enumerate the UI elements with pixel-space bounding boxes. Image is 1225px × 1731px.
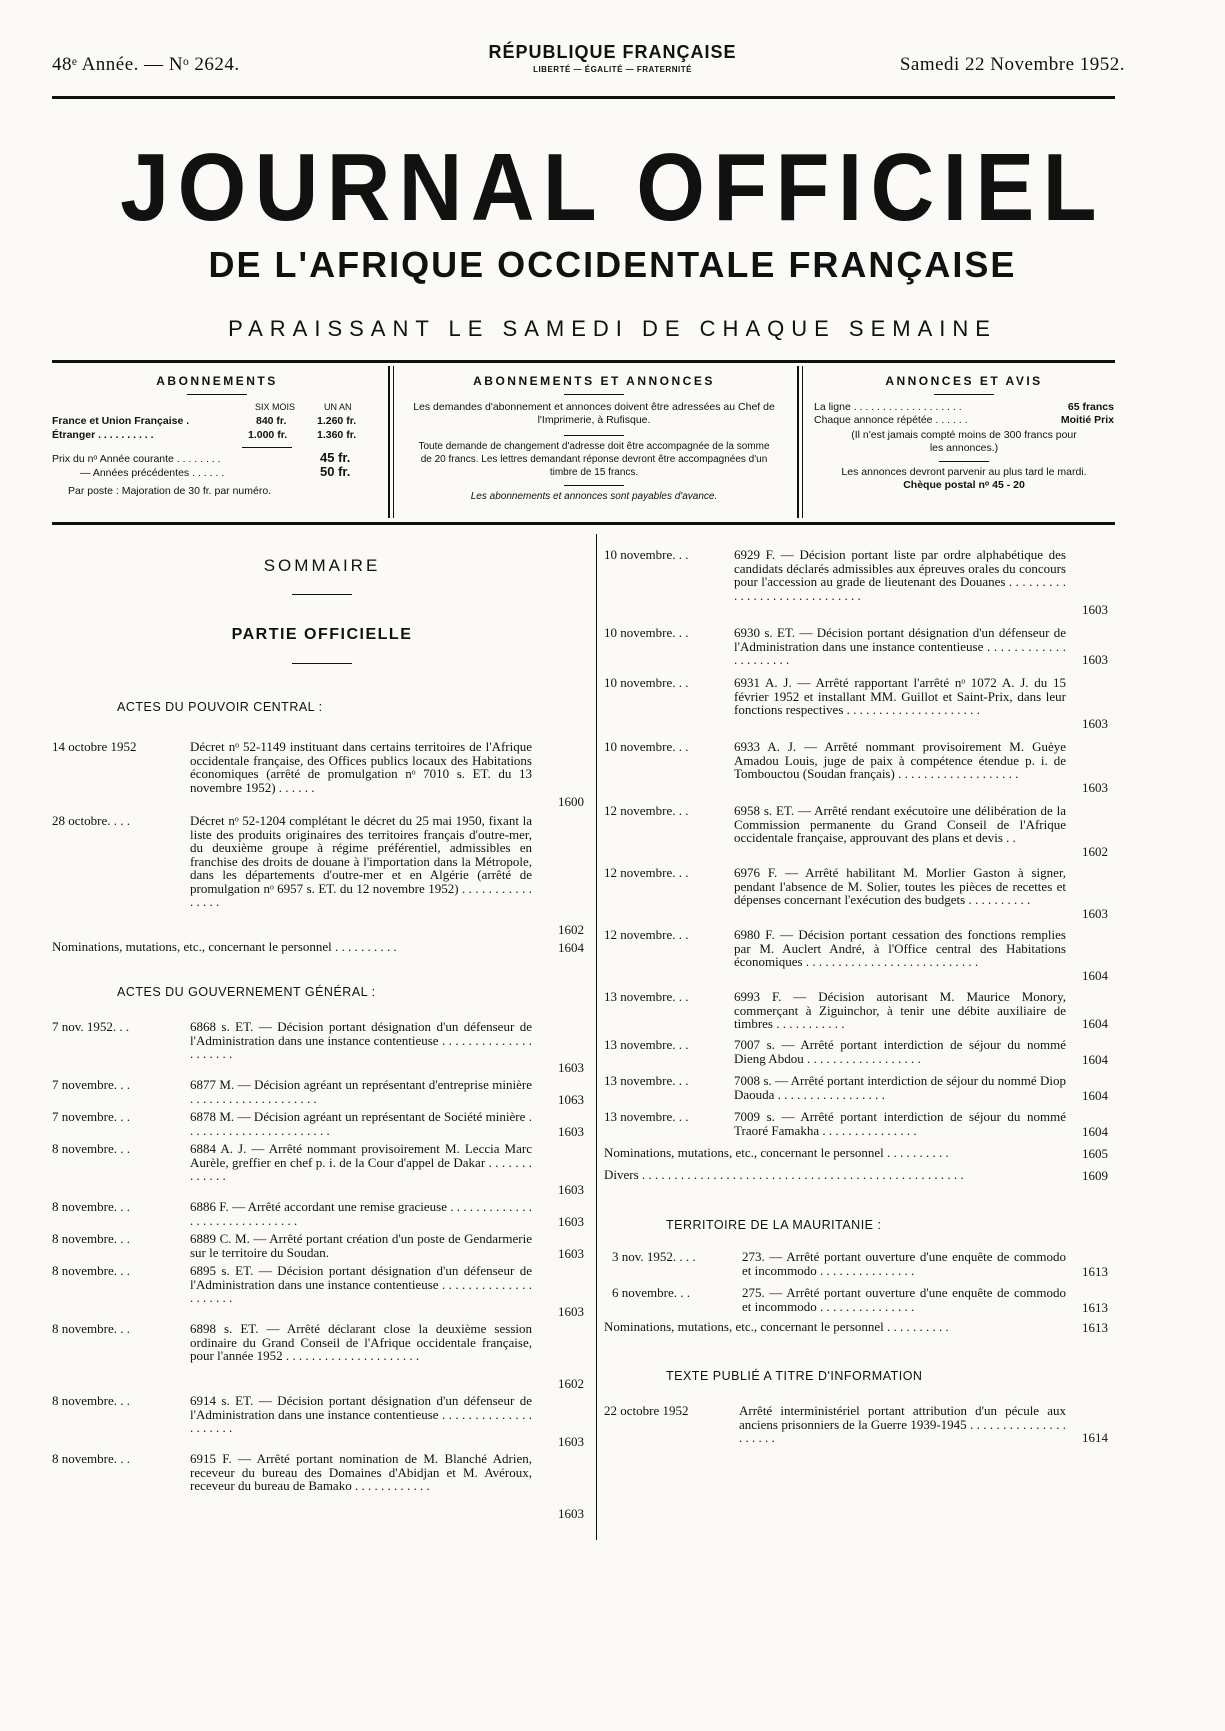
entry-text: 6868 s. ET. — Décision portant désignation d'un défenseur de l'Administration dans une instance contentieuse . . . . . . . . . . . . . . . . . . . . .	[190, 1019, 532, 1061]
entry-date: 14 octobre 1952	[52, 739, 137, 754]
summary-entry	[52, 1110, 584, 1138]
entry-page: 1603	[1082, 905, 1108, 921]
subs-announces-title: ABONNEMENTS ET ANNONCES	[473, 374, 715, 388]
summary-entry	[604, 1038, 1108, 1066]
postal-account: Chèque postal nᵒ 45 - 20	[903, 479, 1025, 491]
summary-entry	[52, 1020, 584, 1074]
divider	[564, 394, 624, 395]
summary-entry	[52, 1394, 584, 1448]
entry-date: 7 novembre. . .	[52, 1109, 130, 1124]
entry-date: 28 octobre. . . .	[52, 813, 130, 828]
entry-date: 10 novembre. . .	[604, 739, 689, 754]
summary-entry	[604, 740, 1108, 794]
entry-text: 275. — Arrêté portant ouverture d'une enquête de commodo et incommodo . . . . . . . . . . . . . . .	[742, 1285, 1066, 1314]
entry-page: 1603	[558, 1059, 584, 1075]
box-bottom-rule	[52, 522, 1115, 525]
prev-label: — Années précédentes . . . . . .	[80, 467, 225, 479]
column-divider	[596, 534, 597, 1540]
entry-page: 1603	[1082, 601, 1108, 617]
entry-page: 1604	[1082, 967, 1108, 983]
entry-page: 1613	[1082, 1319, 1108, 1335]
actes-gouv-heading: ACTES DU GOUVERNEMENT GÉNÉRAL :	[117, 985, 376, 999]
entry-text: 6886 F. — Arrêté accordant une remise gracieuse . . . . . . . . . . . . . . . . . . . . . . . . . . . . . .	[190, 1199, 532, 1228]
rate-row-year: 1.260 fr.	[317, 415, 357, 427]
entry-text: 273. — Arrêté portant ouverture d'une enquête de commodo et incommodo . . . . . . . . . . . . . . .	[742, 1249, 1066, 1278]
entry-text: 6914 s. ET. — Décision portant désignation d'un défenseur de l'Administration dans une instance contentieuse . . . . . . . . . . . . . . . . . . . . .	[190, 1393, 532, 1435]
divider	[292, 594, 352, 595]
entry-page: 1614	[1082, 1429, 1108, 1445]
summary-entry	[612, 1286, 1108, 1314]
entry-date: 8 novembre. . .	[52, 1451, 130, 1466]
entry-page: 1603	[558, 1213, 584, 1229]
summary-entry	[604, 1146, 1108, 1160]
divider	[242, 447, 292, 448]
col-six-months: SIX MOIS	[255, 402, 296, 412]
entry-text: 6931 A. J. — Arrêté rapportant l'arrêté nᵒ 1072 A. J. du 15 février 1952 et installant MM. Guillot et Saint-Prix, dans leur fonctions respectives . . . . . . . . . . . . . . . . . . . . .	[734, 675, 1066, 717]
summary-entry	[604, 676, 1108, 730]
box-divider	[802, 366, 803, 518]
issue-date: Samedi 22 Novembre 1952.	[899, 54, 1125, 75]
divider	[934, 394, 994, 395]
issue-number: 48ᵉ Année. — Nᵒ 2624.	[52, 54, 240, 75]
entry-date: 13 novembre. . .	[604, 1037, 689, 1052]
entry-page: 1613	[1082, 1263, 1108, 1279]
entry-date: 8 novembre. . .	[52, 1231, 130, 1246]
entry-page: 1604	[1082, 1087, 1108, 1103]
price-value: 45 fr.	[320, 450, 351, 465]
entry-text: 6958 s. ET. — Arrêté rendant exécutoire une délibération de la Commission permanente du Grand Conseil de l'Afrique occidentale française, approuvant des plans et devis . .	[734, 803, 1066, 845]
entry-text: 7007 s. — Arrêté portant interdiction de séjour du nommé Dieng Abdou . . . . . . . . . . . . . . . . . .	[734, 1037, 1066, 1066]
subscriptions-title: ABONNEMENTS	[156, 374, 278, 388]
deadline-note: Les annonces devront parvenir au plus tard le mardi.	[841, 466, 1087, 478]
entry-date: 10 novembre. . .	[604, 625, 689, 640]
info-heading: TEXTE PUBLIÉ A TITRE D'INFORMATION	[666, 1369, 923, 1383]
entry-date: 8 novembre. . .	[52, 1199, 130, 1214]
entry-page: 1604	[1082, 1123, 1108, 1139]
summary-entry	[604, 866, 1108, 920]
line-rate-label: La ligne . . . . . . . . . . . . . . . . . . .	[814, 401, 962, 413]
divider	[564, 485, 624, 486]
rate-row-label: Étranger . . . . . . . . . .	[52, 429, 154, 441]
entry-text: 6929 F. — Décision portant liste par ordre alphabétique des candidats déclarés admissibles aux épreuves orales du concours pour l'accession au grade de lieutenant des Douanes . . . . . . . . . . . . . . . . . . . . . . . . . . . . .	[734, 547, 1066, 603]
entry-page: 1063	[558, 1091, 584, 1107]
summary-entry	[612, 1250, 1108, 1278]
entry-page: 1603	[1082, 715, 1108, 731]
entry-text: Nominations, mutations, etc., concernant le personnel . . . . . . . . . .	[604, 1145, 949, 1160]
entry-date: 7 novembre. . .	[52, 1077, 130, 1092]
entry-date: 12 novembre. . .	[604, 927, 689, 942]
summary-entry	[604, 1320, 1108, 1334]
entry-text: Décret nᵒ 52-1204 complétant le décret du 25 mai 1950, fixant la liste des produits originaires des territoires français d'outre-mer, du deuxième groupe à régime préférentiel, admissibles en franchise des droits de douane à l'importation dans la Métropole, dans les départements d'outre-mer et en Algérie (arrêté de promulgation nᵒ 6957 s. ET. du 12 novembre 1952) . . . . . . . . . . . . . . . .	[190, 813, 532, 909]
prev-value: 50 fr.	[320, 464, 351, 479]
divider	[292, 663, 352, 664]
repeat-rate	[814, 414, 1114, 427]
entry-text: 6898 s. ET. — Arrêté déclarant close la deuxième session ordinaire du Grand Conseil de l'Afrique occidentale française, pour l'année 1952 . . . . . . . . . . . . . . . . . . . . .	[190, 1321, 532, 1363]
entry-page: 1602	[558, 1375, 584, 1391]
announces-title: ANNONCES ET AVIS	[885, 374, 1043, 388]
entry-text: 6895 s. ET. — Décision portant désignation d'un défenseur de l'Administration dans une instance contentieuse . . . . . . . . . . . . . . . . . . . . .	[190, 1263, 532, 1305]
entry-date: 22 octobre 1952	[604, 1403, 689, 1418]
entry-date: 10 novembre. . .	[604, 547, 689, 562]
entry-page: 1605	[1082, 1145, 1108, 1161]
rate-row-label: France et Union Française .	[52, 415, 190, 427]
summary-entry	[604, 1404, 1108, 1444]
summary-entry	[604, 1168, 1108, 1182]
subs-announces-p3: Les abonnements et annonces sont payables d'avance.	[470, 491, 718, 502]
box-divider	[797, 366, 799, 518]
entry-date: 13 novembre. . .	[604, 1073, 689, 1088]
entry-text: 6976 F. — Arrêté habilitant M. Morlier Gaston à signer, pendant l'absence de M. Solier, toutes les pièces de recettes et dépenses concernant l'exécution des budgets . . . . . . . . . .	[734, 865, 1066, 907]
subscriptions-box	[52, 374, 382, 498]
entry-page: 1604	[1082, 1051, 1108, 1067]
journal-title: JOURNAL OFFICIEL	[120, 134, 1105, 241]
entry-page: 1600	[558, 793, 584, 809]
price-label: Prix du nᵒ Année courante . . . . . . . .	[52, 453, 221, 465]
subs-announces-box	[404, 374, 784, 503]
summary-entry	[604, 548, 1108, 616]
divider	[939, 461, 989, 462]
entry-date: 8 novembre. . .	[52, 1321, 130, 1336]
rate-row-six: 840 fr.	[256, 415, 287, 427]
box-divider	[388, 366, 390, 518]
summary-entry	[52, 1078, 584, 1106]
rate-row-year: 1.360 fr.	[317, 429, 357, 441]
rate-row-six: 1.000 fr.	[248, 429, 288, 441]
announces-box	[814, 374, 1114, 492]
repeat-rate-value: Moitié Prix	[1060, 414, 1114, 426]
republic-motto: LIBERTÉ — ÉGALITÉ — FRATERNITÉ	[533, 65, 692, 74]
actes-central-heading: ACTES DU POUVOIR CENTRAL :	[117, 700, 323, 714]
summary-entry	[52, 814, 584, 936]
summary-entry	[604, 626, 1108, 666]
entry-date: 12 novembre. . .	[604, 803, 689, 818]
entry-text: Nominations, mutations, etc., concernant le personnel . . . . . . . . . .	[604, 1319, 949, 1334]
entry-page: 1603	[1082, 651, 1108, 667]
summary-entry	[52, 1322, 584, 1390]
entry-date: 12 novembre. . .	[604, 865, 689, 880]
entry-date: 8 novembre. . .	[52, 1141, 130, 1156]
entry-text: 7008 s. — Arrêté portant interdiction de séjour du nommé Diop Daouda . . . . . . . . . . . . . . . . .	[734, 1073, 1066, 1102]
entry-text: 6980 F. — Décision portant cessation des fonctions remplies par M. Auclert André, à l'Office central des Habitations économiques . . . . . . . . . . . . . . . . . . . . . . . . . . .	[734, 927, 1066, 969]
summary-entry	[52, 1200, 584, 1228]
subscription-rates	[52, 401, 382, 483]
entry-page: 1609	[1082, 1167, 1108, 1183]
entry-page: 1603	[558, 1245, 584, 1261]
repeat-rate-label: Chaque annonce répétée . . . . . .	[814, 414, 968, 426]
postage-note: Par poste : Majoration de 30 fr. par numéro.	[68, 485, 272, 497]
entry-text: Nominations, mutations, etc., concernant le personnel . . . . . . . . . .	[52, 939, 397, 954]
entry-text: 6877 M. — Décision agréant un représentant d'entreprise minière . . . . . . . . . . . . . . . . . . . .	[190, 1077, 532, 1106]
line-rate-value: 65 francs	[1067, 401, 1114, 413]
entry-date: 8 novembre. . .	[52, 1393, 130, 1408]
entry-page: 1602	[558, 921, 584, 937]
entry-page: 1602	[1082, 843, 1108, 859]
entry-page: 1603	[558, 1433, 584, 1449]
entry-page: 1603	[1082, 779, 1108, 795]
entry-page: 1603	[558, 1505, 584, 1521]
sommaire-title: SOMMAIRE	[263, 556, 381, 575]
col-one-year: UN AN	[324, 402, 352, 412]
entry-page: 1604	[1082, 1015, 1108, 1031]
entry-page: 1604	[558, 939, 584, 955]
entry-text: 7009 s. — Arrêté portant interdiction de séjour du nommé Traoré Famakha . . . . . . . . . . . . . . .	[734, 1109, 1066, 1138]
entry-date: 8 novembre. . .	[52, 1263, 130, 1278]
summary-entry	[604, 928, 1108, 982]
entry-text: 6915 F. — Arrêté portant nomination de M. Blanché Adrien, receveur du bureau des Domaines d'Abidjan et M. Avéroux, receveur du bureau de Bamako . . . . . . . . . . . .	[190, 1451, 532, 1493]
summary-entry	[52, 1142, 584, 1196]
entry-text: 6993 F. — Décision autorisant M. Maurice Monory, commerçant à Ziguinchor, à tenir une débite auxiliaire de timbres . . . . . . . . . . .	[734, 989, 1066, 1031]
summary-entry	[604, 1110, 1108, 1138]
entry-page: 1603	[558, 1123, 584, 1139]
line-rate	[814, 401, 1114, 414]
entry-text: Décret nᵒ 52-1149 instituant dans certains territoires de l'Afrique occidentale française, des Offices publics locaux des Habitations économiques (arrêté de promulgation nᵒ 7010 s. ET. du 13 novembre 1952) . . . . . .	[190, 739, 532, 795]
entry-text: 6889 C. M. — Arrêté portant création d'un poste de Gendarmerie sur le territoire du Soudan.	[190, 1231, 532, 1260]
journal-subtitle: DE L'AFRIQUE OCCIDENTALE FRANÇAISE	[208, 244, 1017, 285]
summary-entry	[52, 1264, 584, 1318]
entry-date: 10 novembre. . .	[604, 675, 689, 690]
mauritanie-heading: TERRITOIRE DE LA MAURITANIE :	[666, 1218, 882, 1232]
summary-entry	[52, 1232, 584, 1260]
entry-text: Arrêté interministériel portant attribution d'un pécule aux anciens prisonniers de la Guerre 1939-1945 . . . . . . . . . . . . . . . . . . . . .	[739, 1403, 1066, 1445]
box-divider	[393, 366, 394, 518]
subs-announces-p1: Les demandes d'abonnement et annonces doivent être adressées au Chef de l'Imprimerie, à Rufisque.	[413, 401, 775, 426]
entry-date: 3 nov. 1952. . . .	[612, 1249, 696, 1264]
entry-date: 13 novembre. . .	[604, 1109, 689, 1124]
subs-announces-p2: Toute demande de changement d'adresse doit être accompagnée de la somme de 20 francs. Les lettres demandant réponse devront être accompagnées d'un timbre de 15 francs.	[418, 441, 770, 478]
entry-text: 6884 A. J. — Arrêté nommant provisoirement M. Leccia Marc Aurèle, greffier en chef p. i. de la Cour d'appel de Dakar . . . . . . . . . . . . .	[190, 1141, 532, 1183]
entry-date: 7 nov. 1952. . .	[52, 1019, 130, 1034]
divider	[187, 394, 247, 395]
entry-date: 13 novembre. . .	[604, 989, 689, 1004]
entry-page: 1603	[558, 1181, 584, 1197]
entry-text: Divers . . . . . . . . . . . . . . . . . . . . . . . . . . . . . . . . . . . . . . . . . . . . . . . . . .	[604, 1167, 964, 1182]
journal-tagline: PARAISSANT LE SAMEDI DE CHAQUE SEMAINE	[228, 316, 997, 341]
divider	[564, 435, 624, 436]
summary-entry	[604, 990, 1108, 1030]
entry-date: 6 novembre. . .	[612, 1285, 690, 1300]
min-charge-note: (Il n'est jamais compté moins de 300 francs pour les annonces.)	[851, 429, 1077, 454]
summary-entry	[52, 940, 584, 954]
entry-text: 6930 s. ET. — Décision portant désignation d'un défenseur de l'Administration dans une instance contentieuse . . . . . . . . . . . . . . . . . . . . .	[734, 625, 1066, 667]
summary-entry	[52, 1452, 584, 1520]
partie-officielle: PARTIE OFFICIELLE	[231, 626, 413, 643]
entry-text: 6933 A. J. — Arrêté nommant provisoirement M. Guèye Amadou Louis, juge de paix à compétence étendue p. i. de Tombouctou (Soudan français) . . . . . . . . . . . . . . . . . . .	[734, 739, 1066, 781]
summary-entry	[604, 804, 1108, 858]
entry-page: 1613	[1082, 1299, 1108, 1315]
entry-text: 6878 M. — Décision agréant un représentant de Société minière . . . . . . . . . . . . . . . . . . . . . . .	[190, 1109, 532, 1138]
entry-page: 1603	[558, 1303, 584, 1319]
box-top-rule	[52, 360, 1115, 363]
header-rule	[52, 96, 1115, 99]
republic-title: RÉPUBLIQUE FRANÇAISE	[488, 42, 737, 62]
summary-entry	[52, 740, 584, 808]
summary-entry	[604, 1074, 1108, 1102]
